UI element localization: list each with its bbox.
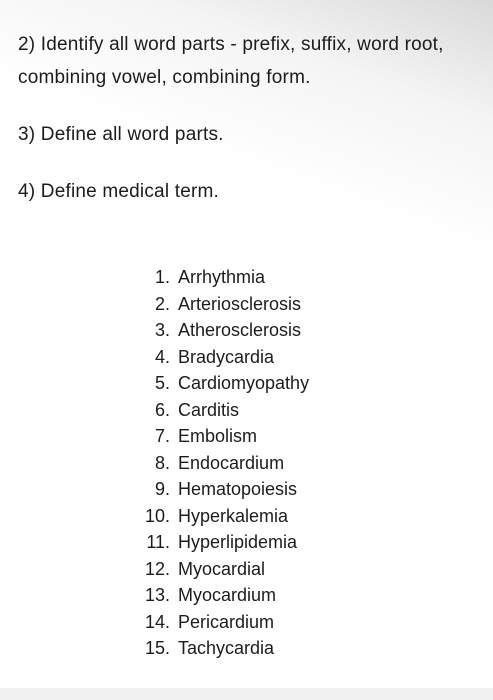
instructions-block	[18, 28, 478, 208]
list-item-number: 1.	[154, 267, 170, 287]
list-item-number: 7.	[154, 426, 170, 446]
list-item-term: Embolism	[178, 426, 258, 446]
list-item-term: Myocardium	[178, 585, 277, 605]
list-item-number: 15.	[144, 638, 170, 658]
list-item	[136, 397, 309, 424]
list-item-term: Hematopoiesis	[178, 479, 298, 499]
list-item	[136, 476, 309, 503]
list-item-number: 8.	[154, 452, 170, 473]
list-item	[136, 291, 309, 318]
list-item-term: Myocardial	[178, 558, 266, 579]
list-item-term: Cardiomyopathy	[178, 373, 310, 393]
instruction-identify-word-parts: 2) Identify all word parts - prefix, suffix, word root, combining vowel, combining form.	[18, 34, 444, 88]
list-item-term: Arteriosclerosis	[178, 293, 302, 314]
medical-terms-list	[136, 264, 309, 662]
list-item-number: 10.	[144, 505, 170, 526]
list-item-number: 2.	[154, 293, 170, 314]
list-item	[136, 370, 309, 397]
list-item-term: Tachycardia	[178, 638, 275, 658]
instruction-define-word-parts: 3) Define all word parts.	[18, 124, 224, 145]
list-item	[136, 556, 309, 583]
instruction-define-medical-term: 4) Define medical term.	[18, 181, 220, 202]
bottom-strip	[0, 688, 493, 700]
list-item-term: Carditis	[178, 399, 240, 420]
list-item-number: 9.	[154, 479, 170, 499]
list-item-number: 11.	[146, 532, 170, 552]
list-item	[136, 635, 309, 662]
list-item-term: Hyperlipidemia	[178, 532, 298, 552]
list-item-number: 14.	[144, 611, 170, 632]
list-item-term: Hyperkalemia	[178, 505, 289, 526]
list-item-number: 12.	[144, 558, 170, 579]
list-item-number: 6.	[154, 399, 170, 420]
list-item-term: Atherosclerosis	[178, 320, 302, 340]
list-item	[136, 529, 309, 556]
list-item	[136, 317, 309, 344]
list-item	[136, 582, 309, 609]
list-item	[136, 609, 309, 636]
list-item-number: 4.	[154, 346, 170, 367]
list-item-number: 3.	[154, 320, 170, 340]
list-item	[136, 423, 309, 450]
list-item-term: Pericardium	[178, 611, 275, 632]
list-item-term: Endocardium	[178, 452, 285, 473]
list-item-term: Arrhythmia	[178, 267, 266, 287]
list-item	[136, 264, 309, 291]
list-item-number: 13.	[144, 585, 170, 605]
list-item	[136, 344, 309, 371]
list-item	[136, 450, 309, 477]
list-item-term: Bradycardia	[178, 346, 275, 367]
list-item	[136, 503, 309, 530]
list-item-number: 5.	[154, 373, 170, 393]
